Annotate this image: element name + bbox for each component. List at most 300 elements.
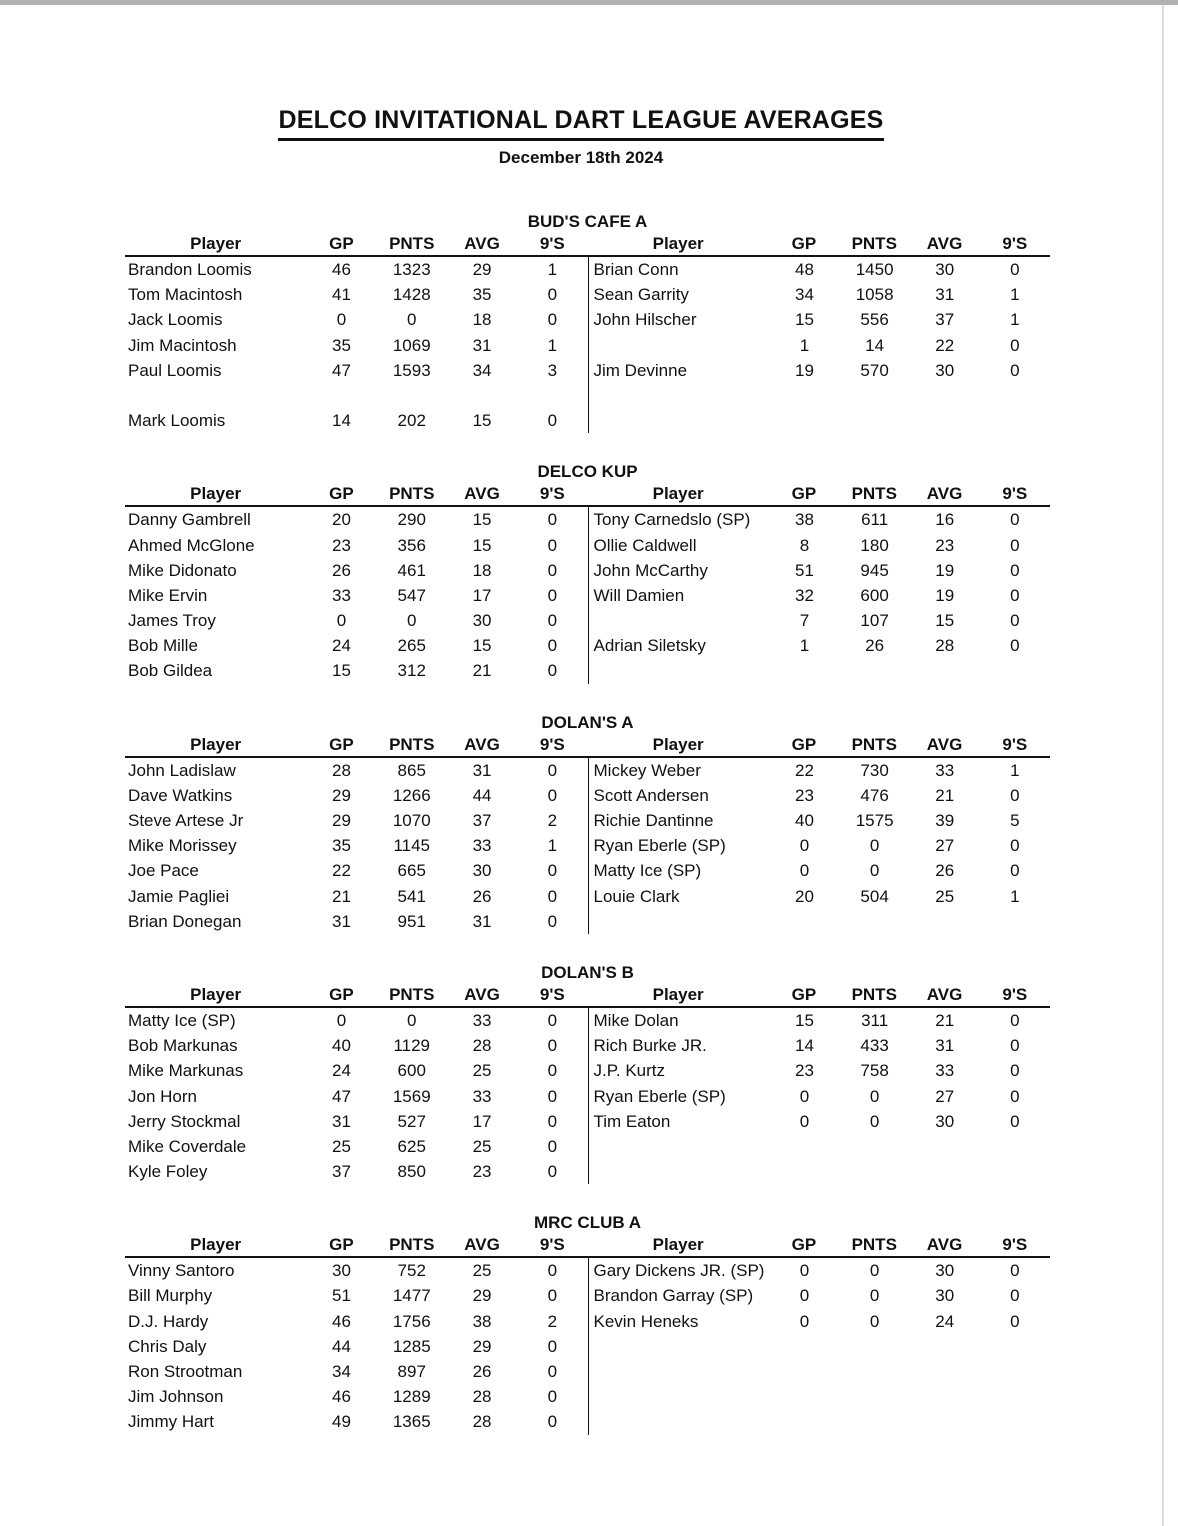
pnts-cell: [840, 1334, 910, 1359]
9s-cell: 0: [547, 911, 558, 931]
gp-cell: 33: [331, 585, 351, 605]
gp-cell: 1: [799, 636, 810, 656]
table-header-row: [125, 733, 1050, 758]
table-row: [589, 1109, 1051, 1134]
pnts-cell: 1285: [392, 1336, 431, 1356]
pnts-cell: 897: [397, 1362, 426, 1381]
table-row: [589, 583, 1051, 608]
document-body: [0, 5, 1162, 1435]
page-right-edge: [1162, 5, 1164, 1526]
9s-cell: 0: [1010, 1261, 1020, 1281]
player-cell: Brian Conn: [593, 260, 679, 279]
player-cell: Vinny Santoro: [128, 1261, 235, 1281]
pnts-cell: 0: [869, 1261, 880, 1281]
player-cell: Tony Carnedslo (SP): [593, 510, 751, 530]
right-rows: [588, 1008, 1051, 1184]
avg-cell: 37: [935, 310, 955, 330]
table-row: [589, 1309, 1051, 1334]
avg-cell: 30: [935, 1111, 955, 1131]
table-row: [589, 383, 1051, 408]
table-row: [589, 608, 1051, 633]
pnts-cell: 527: [397, 1111, 426, 1131]
gp-cell: 51: [795, 560, 814, 580]
9s-cell: 3: [547, 360, 558, 380]
table-header-row: [125, 1233, 1050, 1258]
avg-cell: 34: [472, 360, 492, 380]
column-header-avg: AVG: [926, 234, 963, 253]
gp-cell: 0: [336, 611, 347, 631]
column-header-pnts: PNTS: [389, 984, 435, 1004]
gp-cell: [769, 383, 839, 408]
pnts-cell: 1365: [392, 1412, 431, 1432]
table-row: [125, 1084, 588, 1109]
9s-cell: 0: [1010, 585, 1020, 605]
player-cell: Scott Andersen: [593, 785, 709, 805]
avg-cell: 21: [472, 661, 492, 681]
avg-cell: 29: [472, 1286, 492, 1306]
table-row: [125, 1409, 588, 1434]
avg-cell: 30: [472, 861, 492, 881]
gp-cell: 7: [799, 611, 810, 631]
left-rows: [125, 758, 588, 934]
avg-cell: 17: [472, 1111, 492, 1131]
column-header-player: Player: [652, 234, 704, 253]
header-left: [125, 482, 588, 505]
avg-cell: 15: [472, 411, 492, 431]
gp-cell: 22: [331, 861, 351, 881]
9s-cell: 1: [1010, 310, 1020, 330]
9s-cell: 1: [1010, 886, 1020, 906]
pnts-cell: [840, 408, 910, 433]
gp-cell: 23: [795, 785, 814, 805]
pnts-cell: 356: [397, 535, 426, 555]
9s-cell: 5: [1010, 811, 1020, 830]
column-header-avg: AVG: [926, 1235, 963, 1255]
gp-cell: 46: [331, 1387, 351, 1407]
player-cell: Ryan Eberle (SP): [593, 836, 726, 856]
player-cell: Steve Artese Jr: [128, 811, 244, 830]
pnts-cell: 461: [397, 560, 426, 580]
gp-cell: 38: [795, 510, 814, 530]
avg-cell: 15: [935, 611, 955, 631]
table-header-row: [125, 482, 1050, 507]
avg-cell: 16: [935, 510, 955, 530]
table-row: [589, 507, 1051, 532]
column-header-player: Player: [190, 1235, 242, 1255]
section-title: DELCO KUP: [537, 462, 638, 482]
9s-cell: 0: [547, 1412, 558, 1432]
column-header-pnts: PNTS: [851, 734, 897, 754]
table-row: [125, 1109, 588, 1134]
gp-cell: 20: [331, 510, 351, 530]
avg-cell: 30: [935, 360, 955, 380]
player-cell: Mike Morissey: [128, 836, 237, 856]
gp-cell: 0: [799, 1261, 810, 1281]
player-cell: Mickey Weber: [593, 760, 701, 780]
pnts-cell: 26: [865, 636, 885, 656]
player-cell: [589, 1384, 770, 1409]
pnts-cell: [840, 909, 910, 934]
avg-cell: 15: [472, 636, 492, 656]
avg-cell: 31: [472, 335, 492, 355]
player-cell: [125, 383, 306, 408]
9s-cell: 2: [547, 1311, 558, 1331]
pnts-cell: [840, 383, 910, 408]
column-header-player: Player: [652, 1235, 704, 1255]
gp-cell: [769, 1334, 839, 1359]
9s-cell: 0: [547, 1261, 558, 1281]
pnts-cell: 202: [397, 411, 426, 431]
league-section: [125, 461, 1050, 683]
table-row: [589, 758, 1051, 783]
avg-cell: 23: [472, 1162, 492, 1182]
player-cell: Kevin Heneks: [593, 1311, 699, 1331]
player-cell: Bob Mille: [128, 636, 198, 656]
column-header-gp: GP: [329, 734, 354, 754]
avg-cell: [910, 1384, 980, 1409]
player-cell: Mark Loomis: [128, 411, 226, 431]
avg-cell: [910, 1159, 980, 1184]
avg-cell: 21: [935, 1010, 955, 1030]
pnts-cell: 1569: [392, 1086, 431, 1106]
avg-cell: 26: [472, 1362, 492, 1381]
player-cell: John Ladislaw: [128, 760, 236, 780]
pnts-cell: 180: [860, 535, 889, 555]
gp-cell: 32: [795, 585, 814, 605]
avg-cell: 21: [935, 785, 955, 805]
header-right: [588, 482, 1051, 505]
table-header-row: [125, 983, 1050, 1008]
table-row: [125, 1283, 588, 1308]
table-row: [125, 408, 588, 433]
player-cell: D.J. Hardy: [128, 1311, 209, 1331]
avg-cell: 33: [472, 1086, 492, 1106]
player-cell: Matty Ice (SP): [593, 861, 702, 881]
pnts-cell: 945: [860, 560, 889, 580]
pnts-cell: [840, 658, 910, 683]
left-rows: [125, 1008, 588, 1184]
9s-cell: 0: [1010, 611, 1020, 631]
9s-cell: 0: [547, 760, 558, 780]
league-section: [125, 962, 1050, 1184]
9s-cell: 0: [547, 1362, 558, 1381]
column-header-player: Player: [190, 484, 242, 504]
player-cell: John Hilscher: [593, 310, 697, 330]
pnts-cell: [840, 1359, 910, 1384]
table-body: [125, 507, 1050, 683]
pnts-cell: 0: [869, 861, 880, 881]
avg-cell: 28: [935, 636, 955, 656]
avg-cell: 15: [472, 510, 492, 530]
player-cell: Jimmy Hart: [128, 1412, 214, 1432]
avg-cell: 44: [472, 785, 492, 805]
9s-cell: 0: [547, 560, 558, 580]
gp-cell: 0: [799, 1311, 810, 1331]
left-rows: [125, 257, 588, 433]
gp-cell: [769, 658, 839, 683]
gp-cell: 0: [799, 1111, 810, 1131]
gp-cell: 46: [331, 1311, 351, 1331]
9s-cell: 0: [1010, 360, 1020, 380]
avg-cell: 38: [472, 1311, 492, 1331]
table-row: [125, 583, 588, 608]
section-title: MRC CLUB A: [533, 1213, 642, 1233]
table-row: [589, 808, 1051, 833]
avg-cell: [910, 909, 980, 934]
9s-cell: 0: [547, 785, 558, 805]
gp-cell: [769, 909, 839, 934]
gp-cell: 48: [795, 260, 814, 279]
9s-cell: 0: [1010, 1111, 1020, 1131]
avg-cell: 30: [935, 1286, 955, 1306]
table-row: [125, 658, 588, 683]
table-row: [125, 307, 588, 332]
gp-cell: 29: [331, 785, 351, 805]
player-cell: Rich Burke JR.: [593, 1036, 707, 1056]
pnts-cell: 0: [869, 1086, 880, 1106]
9s-cell: 0: [547, 1111, 558, 1131]
pnts-cell: 0: [869, 1311, 880, 1331]
9s-cell: 0: [547, 1387, 558, 1407]
column-header-9s: 9'S: [539, 984, 565, 1004]
pnts-cell: 290: [397, 510, 426, 530]
pnts-cell: 1069: [392, 335, 431, 355]
gp-cell: [769, 1409, 839, 1434]
avg-cell: 23: [935, 535, 955, 555]
pnts-cell: 1070: [392, 811, 431, 830]
table-row: [589, 307, 1051, 332]
9s-cell: 0: [547, 310, 558, 330]
gp-cell: 34: [331, 1362, 351, 1381]
table-row: [589, 1058, 1051, 1083]
9s-cell: 0: [547, 1010, 558, 1030]
gp-cell: 0: [799, 1286, 810, 1306]
player-cell: [589, 658, 770, 683]
9s-cell: 0: [547, 1336, 558, 1356]
gp-cell: 31: [331, 1111, 351, 1131]
player-cell: Brandon Garray (SP): [593, 1286, 754, 1306]
column-header-9s: 9'S: [1002, 734, 1028, 754]
player-cell: Bob Markunas: [128, 1036, 238, 1056]
table-row: [125, 1309, 588, 1334]
right-rows: [588, 1258, 1051, 1434]
player-cell: [589, 909, 770, 934]
avg-cell: [910, 408, 980, 433]
9s-cell: 0: [547, 1086, 558, 1106]
table-row: [589, 909, 1051, 934]
9s-cell: 0: [547, 510, 558, 530]
pnts-cell: 1756: [392, 1311, 431, 1331]
pnts-cell: [377, 383, 447, 408]
pnts-cell: 1428: [392, 285, 431, 305]
player-cell: Louie Clark: [593, 886, 680, 906]
player-cell: [589, 383, 770, 408]
gp-cell: 30: [331, 1261, 351, 1281]
league-section: [125, 712, 1050, 934]
9s-cell: [980, 1359, 1050, 1384]
table-row: [125, 608, 588, 633]
9s-cell: [980, 1134, 1050, 1159]
player-cell: Ryan Eberle (SP): [593, 1086, 726, 1106]
pnts-cell: 758: [860, 1061, 889, 1081]
gp-cell: 34: [795, 285, 814, 305]
pnts-cell: [840, 1159, 910, 1184]
column-header-gp: GP: [329, 234, 354, 253]
table-row: [125, 833, 588, 858]
table-row: [125, 257, 588, 282]
avg-cell: 33: [935, 1061, 955, 1081]
table-row: [125, 507, 588, 532]
gp-cell: 49: [331, 1412, 351, 1432]
gp-cell: 20: [795, 886, 814, 906]
gp-cell: 41: [331, 285, 351, 305]
column-header-avg: AVG: [464, 234, 500, 253]
avg-cell: 25: [472, 1261, 492, 1281]
pnts-cell: 0: [407, 611, 417, 631]
pnts-cell: 433: [860, 1036, 889, 1056]
table-row: [125, 808, 588, 833]
avg-cell: 18: [472, 560, 492, 580]
table-body: [125, 758, 1050, 934]
gp-cell: 47: [331, 1086, 351, 1106]
pnts-cell: 1058: [855, 285, 894, 305]
avg-cell: 27: [935, 836, 955, 856]
gp-cell: [769, 1134, 839, 1159]
gp-cell: 40: [795, 811, 814, 830]
column-header-gp: GP: [329, 1235, 354, 1255]
9s-cell: 0: [1010, 861, 1020, 881]
9s-cell: 0: [1010, 335, 1020, 355]
table-body: [125, 1008, 1050, 1184]
avg-cell: 17: [472, 585, 492, 605]
gp-cell: 29: [331, 811, 351, 830]
section-title: DOLAN'S B: [541, 962, 634, 982]
gp-cell: 23: [795, 1061, 814, 1081]
pnts-cell: 0: [407, 1010, 417, 1030]
right-rows: [588, 507, 1051, 683]
gp-cell: 19: [795, 360, 814, 380]
table-header-row: [125, 232, 1050, 257]
player-cell: Mike Ervin: [128, 585, 208, 605]
table-row: [589, 658, 1051, 683]
pnts-cell: 951: [397, 911, 426, 931]
pnts-cell: 1266: [392, 785, 431, 805]
gp-cell: 46: [331, 260, 351, 279]
pnts-cell: 312: [397, 661, 426, 681]
table-row: [125, 282, 588, 307]
9s-cell: 0: [1010, 836, 1020, 856]
column-header-9s: 9'S: [1002, 1235, 1028, 1255]
avg-cell: [447, 383, 517, 408]
header-left: [125, 733, 588, 756]
table-row: [125, 558, 588, 583]
section-title: BUD'S CAFE A: [527, 212, 648, 231]
player-cell: Ollie Caldwell: [593, 535, 697, 555]
table-row: [125, 783, 588, 808]
avg-cell: 29: [472, 260, 492, 279]
avg-cell: [910, 1134, 980, 1159]
column-header-pnts: PNTS: [389, 234, 435, 253]
9s-cell: 0: [1010, 1286, 1020, 1306]
column-header-gp: GP: [329, 484, 354, 504]
pnts-cell: 1145: [393, 836, 431, 856]
player-cell: [589, 1359, 770, 1384]
player-cell: Bob Gildea: [128, 661, 213, 681]
9s-cell: 1: [547, 260, 558, 279]
9s-cell: 1: [547, 335, 558, 355]
column-header-pnts: PNTS: [851, 984, 897, 1004]
9s-cell: 0: [547, 1286, 558, 1306]
player-cell: Jamie Pagliei: [128, 886, 230, 906]
avg-cell: 30: [472, 611, 492, 631]
pnts-cell: 107: [860, 611, 889, 631]
table-row: [125, 884, 588, 909]
gp-cell: 8: [799, 535, 810, 555]
pnts-cell: 1289: [392, 1387, 431, 1407]
table-row: [589, 1033, 1051, 1058]
column-header-pnts: PNTS: [389, 484, 435, 504]
player-cell: Richie Dantinne: [593, 811, 714, 830]
table-row: [125, 1159, 588, 1184]
pnts-cell: 0: [407, 310, 417, 330]
gp-cell: 35: [331, 335, 351, 355]
gp-cell: 14: [331, 411, 351, 431]
column-header-gp: GP: [791, 984, 817, 1004]
gp-cell: 24: [331, 636, 351, 656]
player-cell: Jack Loomis: [128, 310, 223, 330]
gp-cell: 14: [795, 1036, 814, 1056]
gp-cell: 44: [331, 1336, 351, 1356]
player-cell: [589, 1334, 770, 1359]
player-cell: [589, 608, 770, 633]
9s-cell: [980, 1159, 1050, 1184]
column-header-avg: AVG: [464, 734, 500, 754]
column-header-player: Player: [190, 734, 242, 754]
column-header-avg: AVG: [464, 484, 500, 504]
column-header-avg: AVG: [926, 984, 963, 1004]
gp-cell: 23: [331, 535, 351, 555]
9s-cell: [980, 909, 1050, 934]
pnts-cell: 600: [860, 585, 889, 605]
table-row: [125, 1058, 588, 1083]
gp-cell: 47: [331, 360, 351, 380]
column-header-9s: 9'S: [539, 1235, 565, 1255]
table-row: [125, 333, 588, 358]
player-cell: [589, 1159, 770, 1184]
avg-cell: 31: [935, 285, 955, 305]
9s-cell: 0: [547, 1136, 558, 1156]
table-row: [589, 408, 1051, 433]
table-row: [589, 1283, 1051, 1308]
table-row: [589, 282, 1051, 307]
9s-cell: 0: [1010, 560, 1020, 580]
avg-cell: [910, 383, 980, 408]
column-header-player: Player: [190, 234, 242, 253]
9s-cell: 0: [1010, 1010, 1020, 1030]
avg-cell: 22: [935, 335, 955, 355]
9s-cell: [980, 1409, 1050, 1434]
9s-cell: 0: [1010, 260, 1020, 279]
table-row: [125, 1008, 588, 1033]
pnts-cell: [840, 1409, 910, 1434]
gp-cell: 35: [331, 836, 351, 856]
table-body: [125, 1258, 1050, 1434]
player-cell: Mike Coverdale: [128, 1136, 247, 1156]
table-row: [125, 383, 588, 408]
pnts-cell: 1575: [855, 811, 894, 830]
9s-cell: [980, 383, 1050, 408]
avg-cell: 30: [935, 1261, 955, 1281]
